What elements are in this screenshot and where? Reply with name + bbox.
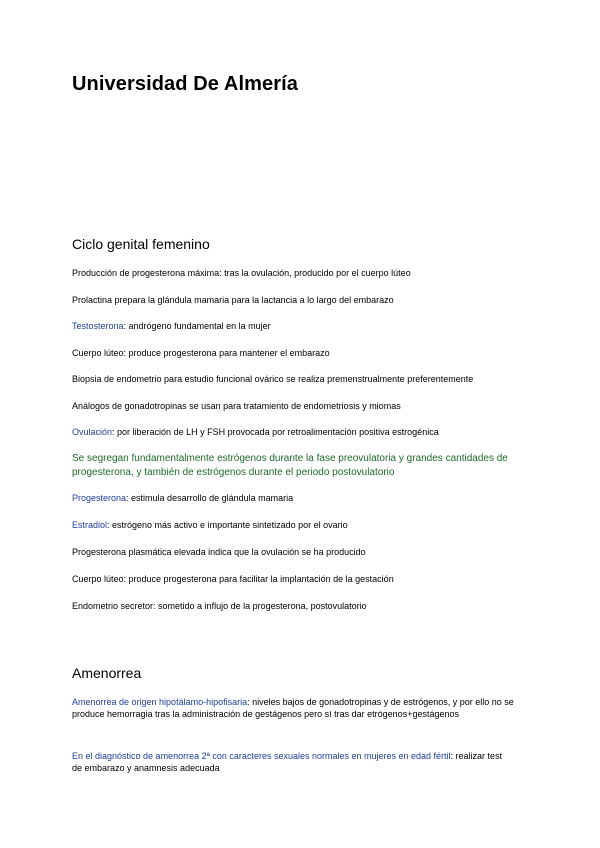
section-heading-amenorrea: Amenorrea — [72, 665, 142, 681]
term-estradiol: Estradiol — [72, 520, 108, 530]
paragraph-estradiol — [72, 519, 532, 531]
term-diagnostico-amenorrea: En el diagnóstico de amenorrea 2ª con caracteres sexuales normales en mujeres en edad fértil — [72, 751, 451, 761]
paragraph-text: Endometrio secretor: sometido a influjo de la progesterona, postovulatorio — [72, 601, 367, 611]
paragraph-amenorrea-hipotalamo — [72, 696, 527, 720]
paragraph-progesterona-mamaria — [72, 492, 532, 504]
paragraph-text: Producción de progesterona máxima: tras la ovulación, producido por el cuerpo lúteo — [72, 268, 411, 278]
paragraph-text: : por liberación de LH y FSH provocada por retroalimentación positiva estrogénica — [112, 427, 439, 437]
paragraph-text: : realizar test de embarazo y anamnesis adecuada — [72, 751, 503, 773]
paragraph-text: Cuerpo lúteo: produce progesterona para mantener el embarazo — [72, 348, 330, 358]
paragraph-text: Prolactina prepara la glándula mamaria para la lactancia a lo largo del embarazo — [72, 295, 394, 305]
term-ovulacion: Ovulación — [72, 427, 113, 437]
paragraph-prolactina — [72, 294, 532, 306]
paragraph-text: : estrógeno más activo e importante sintetizado por el ovario — [107, 520, 348, 530]
paragraph-text: Análogos de gonadotropinas se usan para tratamiento de endometriosis y miomas — [72, 401, 401, 411]
paragraph-cuerpo-luteo-embarazo — [72, 347, 532, 359]
paragraph-text: Cuerpo lúteo: produce progesterona para facilitar la implantación de la gestación — [72, 574, 394, 584]
term-testosterona: Testosterona — [72, 321, 124, 331]
paragraph-progesterona-plasmatica — [72, 546, 532, 558]
paragraph-analogos — [72, 400, 532, 412]
paragraph-amenorrea-diagnostico — [72, 750, 512, 774]
section-heading-ciclo: Ciclo genital femenino — [72, 236, 210, 252]
page-title: Universidad De Almería — [72, 73, 298, 95]
paragraph-estrogenos-fases — [72, 452, 512, 479]
paragraph-text: : niveles bajos de gonadotropinas y de estrógenos, y por ello no se produce hemorragia tras la administración de gestágenos pero sí tras dar etrógenos+gestágenos — [72, 697, 514, 719]
highlighted-text: Se segregan fundamentalmente estrógenos durante la fase preovulatoria y grandes cantidades de progesterona, y también de estrógenos durante el periodo postovulatorio — [72, 453, 508, 478]
term-progesterona: Progesterona — [72, 493, 127, 503]
paragraph-ovulacion — [72, 426, 532, 438]
paragraph-text: : andrógeno fundamental en la mujer — [123, 321, 271, 331]
paragraph-biopsia — [72, 373, 542, 385]
paragraph-progesterona-maxima — [72, 267, 532, 279]
term-amenorrea-hipotalamo: Amenorrea de origen hipotálamo-hipofisaria — [72, 697, 248, 707]
paragraph-cuerpo-luteo-implantacion — [72, 573, 532, 585]
paragraph-text: Progesterona plasmática elevada indica que la ovulación se ha producido — [72, 547, 366, 557]
paragraph-text: : estimula desarrollo de glándula mamaria — [126, 493, 294, 503]
paragraph-testosterona — [72, 320, 532, 332]
paragraph-text: Biopsia de endometrio para estudio funcional ovárico se realiza premenstrualmente preferentemente — [72, 374, 474, 384]
paragraph-endometrio-secretor — [72, 600, 532, 612]
